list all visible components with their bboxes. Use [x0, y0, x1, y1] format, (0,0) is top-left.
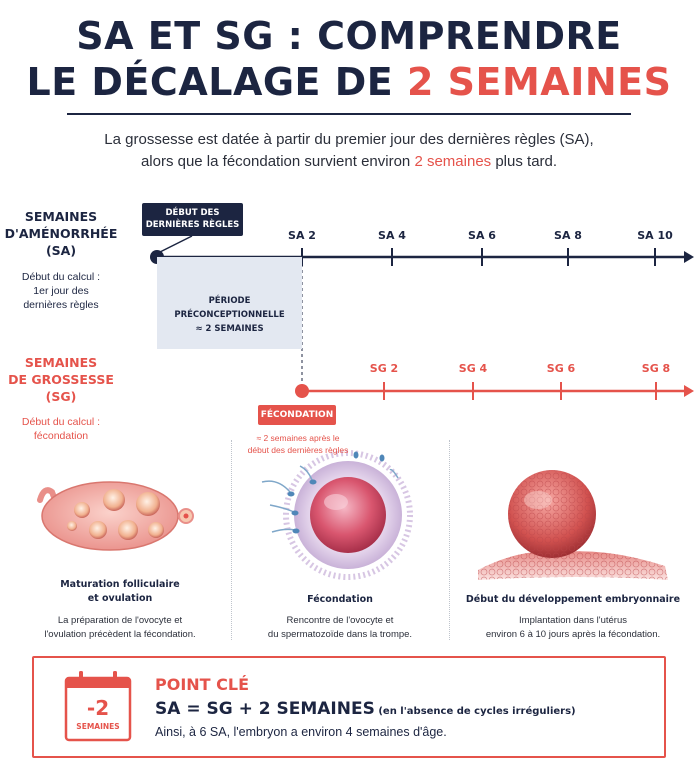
- calendar-unit: SEMAINES: [76, 722, 120, 731]
- stage-1-title: [20, 578, 220, 606]
- key-point-formula: [155, 698, 576, 723]
- stage-3-title: [455, 593, 691, 607]
- sg-heading-line-2: DE GROSSESSE: [8, 372, 114, 387]
- sa-tick-label: SA 2: [288, 229, 316, 242]
- calendar-badge: [66, 676, 130, 740]
- formula-note: (en l'absence de cycles irréguliers): [374, 706, 576, 717]
- fec-note-line-2: début des dernières règles: [247, 445, 349, 455]
- sg-heading-line-3: (SG): [45, 389, 77, 404]
- sg-tick-label: SG 2: [369, 362, 399, 375]
- stage-3-desc-line-1: Implantation dans l'utérus: [519, 615, 627, 626]
- formula-main: SA = SG + 2 SEMAINES: [155, 699, 375, 719]
- sa-tick-label: SA 8: [554, 229, 582, 242]
- intro-line-2-suffix: plus tard.: [491, 153, 558, 170]
- ovary-illustration: [40, 482, 193, 550]
- page-title-line-1: SA ET SG : COMPRENDRE: [76, 14, 622, 58]
- preconception-period-label: [157, 294, 302, 336]
- stage-2-title: [240, 593, 440, 607]
- start-period-tag: [142, 203, 243, 236]
- intro-line-1: La grossesse est datée à partir du premier jour des dernières règles (SA),: [104, 131, 594, 148]
- sg-subtext: [0, 415, 122, 443]
- sa-subtext-line-3: dernières règles: [23, 299, 99, 311]
- sa-subtext-line-2: 1er jour des: [33, 285, 89, 297]
- intro-line-2-prefix: alors que la fécondation survient environ: [140, 153, 415, 170]
- page-title-prefix: LE DÉCALAGE DE: [26, 60, 407, 104]
- stage-1-description: [10, 614, 230, 642]
- period-label-line-2: ≈ 2 SEMAINES: [195, 324, 264, 334]
- sg-tick-label: SG 8: [641, 362, 671, 375]
- key-point-title: POINT CLÉ: [155, 675, 250, 694]
- fecondation-illustration: [262, 452, 410, 578]
- page-title-accent: 2 SEMAINES: [406, 60, 672, 104]
- fecondation-tag: FÉCONDATION: [258, 405, 336, 425]
- period-label-line-1: PÉRIODE PRÉCONCEPTIONNELLE: [174, 296, 285, 320]
- column-separator-2: [449, 440, 450, 640]
- sg-subtext-line-2: fécondation: [33, 430, 89, 442]
- sa-heading: [0, 208, 122, 259]
- stage-1-title-line-1: Maturation folliculaire: [60, 579, 180, 590]
- sg-tick-label: SG 4: [458, 362, 488, 375]
- stage-1-desc-line-1: La préparation de l'ovocyte et: [57, 615, 183, 626]
- sa-subtext-line-1: Début du calcul :: [21, 271, 101, 283]
- sg-timeline: [295, 382, 694, 400]
- key-point-example: Ainsi, à 6 SA, l'embryon a environ 4 semaines d'âge.: [155, 725, 447, 739]
- embryo-illustration: [478, 470, 668, 580]
- sa-subtext: [0, 270, 122, 312]
- sg-subtext-line-1: Début du calcul :: [21, 416, 101, 428]
- stage-3-title-line-1: Début du développement embryonnaire: [465, 594, 681, 605]
- start-tag-line-2: DERNIÈRES RÈGLES: [145, 220, 240, 230]
- intro-line-2-accent: 2 semaines: [414, 153, 492, 170]
- sa-heading-line-2: D'AMÉNORRHÉE: [4, 226, 118, 241]
- stage-2-title-line-1: Fécondation: [307, 594, 373, 605]
- stage-2-description: [232, 614, 448, 642]
- sa-heading-line-3: (SA): [45, 243, 77, 258]
- column-separator-1: [231, 440, 232, 640]
- stage-1-title-line-2: et ovulation: [87, 593, 153, 604]
- start-tag-line-1: DÉBUT DES: [165, 208, 220, 218]
- stage-2-desc-line-2: du spermatozoïde dans la trompe.: [267, 629, 413, 640]
- sa-tick-label: SA 6: [468, 229, 496, 242]
- stage-1-desc-line-2: l'ovulation précèdent la fécondation.: [44, 629, 196, 640]
- stage-3-description: [455, 614, 691, 642]
- sg-heading: [0, 354, 122, 405]
- sa-heading-line-1: SEMAINES: [24, 209, 98, 224]
- stage-3-desc-line-2: environ 6 à 10 jours après la fécondation.: [485, 629, 661, 640]
- sg-heading-line-1: SEMAINES: [24, 355, 98, 370]
- sg-tick-label: SG 6: [546, 362, 576, 375]
- stage-2-desc-line-1: Rencontre de l'ovocyte et: [286, 615, 394, 626]
- sa-tick-label: SA 10: [637, 229, 673, 242]
- fecondation-note: [228, 432, 368, 456]
- sa-tick-label: SA 4: [378, 229, 406, 242]
- fec-note-line-1: ≈ 2 semaines après le: [256, 433, 340, 443]
- calendar-value: -2: [86, 696, 110, 720]
